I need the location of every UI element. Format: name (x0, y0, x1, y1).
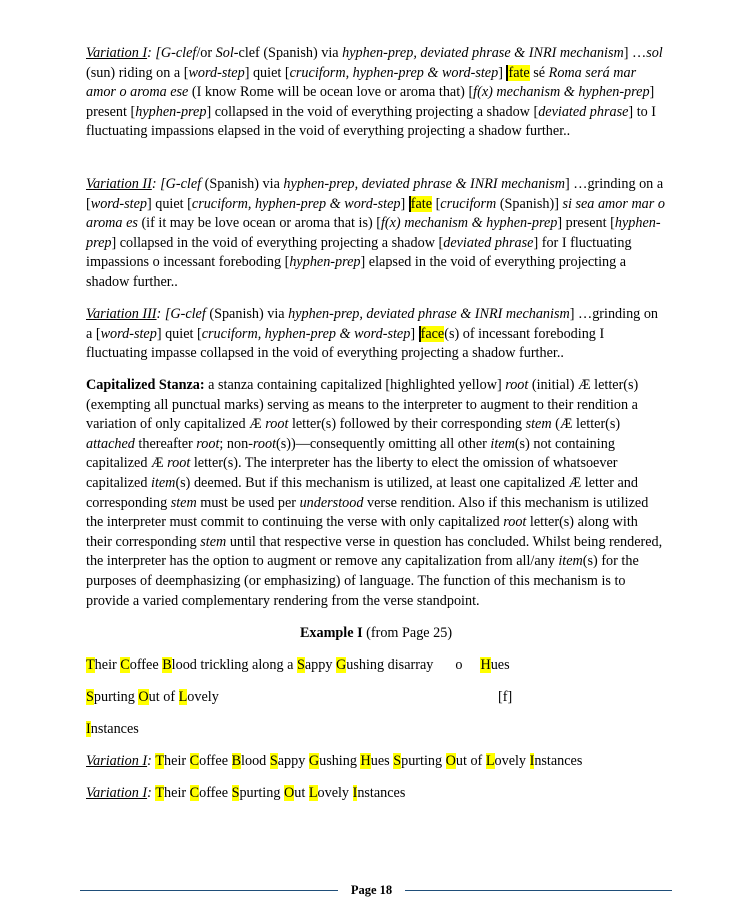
text-fragment: hyphen-prep, deviated phrase & INRI mechanism (288, 306, 570, 322)
text-fragment: hyphen-prep (135, 103, 207, 120)
highlighted-capital: I (352, 785, 358, 801)
text-fragment: lood trickling along a (171, 657, 297, 673)
text-fragment: root (503, 514, 527, 531)
text-fragment: ut of (455, 753, 486, 769)
example-line-3 (86, 720, 139, 740)
text-fragment: letter(s). The interpreter has the liberty to elect the omission of whatsoever capitalized (86, 455, 618, 491)
text-fragment: ] …grinding on a [ (86, 306, 659, 342)
highlighted-capital: C (120, 657, 130, 673)
text-fragment: letter(s) followed by their corresponding (288, 416, 526, 433)
text-fragment: (s) of incessant foreboding I fluctuating impasse collapsed in the void of everything projecting a shadow further.. (86, 325, 605, 362)
text-fragment: root (265, 416, 289, 433)
example-title-rest: (from Page 25) (362, 625, 453, 641)
text-fragment: purting (239, 785, 284, 801)
text-fragment: nstances (90, 721, 139, 737)
text-fragment: stem (525, 416, 552, 433)
text-fragment: understood (299, 494, 364, 511)
text-fragment: word-step (90, 195, 147, 212)
highlighted-capital: H (360, 753, 371, 769)
text-fragment: G-clef (165, 176, 202, 192)
text-fragment: /or (196, 45, 216, 61)
text-fragment: -clef (Spanish) via (233, 45, 343, 61)
text-fragment: ] for I fluctuating impassions o incessant foreboding [ (86, 234, 632, 271)
text-fragment: : [ (151, 176, 166, 192)
text-fragment: (Spanish)] (496, 195, 563, 212)
text-fragment: (Spanish) via (205, 306, 289, 322)
text-fragment: : (147, 785, 156, 801)
text-fragment: (s) not containing capitalized Æ (86, 435, 615, 472)
text-fragment: deviated phrase (443, 234, 534, 251)
highlighted-capital: S (269, 753, 278, 769)
highlighted-word: face (420, 325, 445, 342)
text-fragment: G-clef (170, 306, 206, 322)
highlighted-capital: C (189, 753, 200, 769)
text-fragment: lood (241, 753, 270, 769)
text-fragment: ] to I fluctuating impassions elapsed in the void of everything projecting a shadow further.. (86, 103, 657, 140)
text-fragment: cruciform (440, 195, 497, 212)
text-fragment: attached (86, 435, 135, 452)
text-fragment: item (490, 435, 515, 452)
footer-rule-left (80, 890, 338, 891)
text-fragment: item (151, 474, 176, 491)
text-fragment: ] … (623, 45, 647, 61)
text-fragment: root (252, 435, 277, 452)
text-fragment: (Spanish) via (201, 176, 284, 192)
text-fragment: root (196, 435, 220, 452)
text-fragment: a stanza containing capitalized [highlighted yellow] (204, 377, 506, 393)
text-fragment: item (558, 553, 583, 570)
highlighted-capital: O (138, 689, 149, 705)
highlighted-capital: O (445, 753, 456, 769)
text-fragment: ] (498, 64, 507, 81)
text-fragment: stem (200, 533, 227, 550)
text-fragment: : [ (156, 306, 171, 322)
highlighted-word: fate (508, 64, 530, 81)
text-fragment: ; non- (219, 435, 253, 452)
text-fragment: nstances (534, 753, 583, 769)
text-fragment: hyphen-prep (86, 215, 661, 251)
footer-rule-right (405, 890, 672, 891)
highlighted-capital: S (231, 785, 240, 801)
text-fragment: ues (490, 657, 510, 673)
text-fragment: (if it may be love ocean or aroma that is) [ (137, 215, 381, 232)
variation-label: Variation III (86, 306, 157, 322)
text-fragment: hyphen-prep (289, 254, 361, 271)
text-fragment: ] present [ (557, 215, 615, 232)
text-fragment: ] present [ (86, 84, 655, 120)
highlighted-capital: I (86, 721, 91, 737)
highlighted-capital: S (393, 753, 402, 769)
page-number: Page 18 (350, 883, 393, 897)
stanza-heading: Capitalized Stanza: (86, 377, 205, 393)
text-fragment: Sol (215, 45, 234, 61)
text-fragment: nstances (357, 785, 406, 801)
text-fragment: cruciform, hyphen-prep & word-step (201, 325, 411, 342)
highlighted-capital: S (296, 657, 305, 673)
text-fragment: offee (199, 753, 232, 769)
text-fragment: ] quiet [ (146, 195, 192, 212)
example-title (86, 624, 666, 644)
text-fragment: must be used per (196, 494, 300, 511)
text-fragment: until that respective verse in question has concluded. Whilst being rendered, the interpreter has the option to augment or remove any capitalization from all/any (86, 533, 663, 570)
highlighted-capital: G (336, 657, 347, 673)
text-fragment: ] collapsed in the void of everything projecting a shadow [ (111, 234, 444, 251)
text-fragment: Roma será mar amor o aroma ese (86, 64, 637, 101)
text-fragment: (sun) riding on a [ (86, 64, 189, 81)
highlighted-capital: T (86, 657, 95, 673)
text-fragment: letter(s) along with their corresponding (86, 514, 638, 550)
text-fragment: heir (94, 657, 121, 673)
text-fragment: ] collapsed in the void of everything projecting a shadow [ (206, 103, 539, 120)
text-fragment: root (167, 455, 191, 472)
text-fragment: ] (400, 195, 409, 212)
highlighted-capital: O (283, 785, 295, 801)
text-fragment: offee (129, 657, 163, 673)
text-fragment: word-step (100, 325, 157, 342)
text-fragment: G-clef (160, 45, 197, 61)
text-fragment: ut (294, 785, 309, 801)
page-footer (80, 881, 672, 899)
highlighted-capital: L (308, 785, 318, 801)
text-fragment: ] …grinding on a [ (86, 176, 664, 212)
variation-2-paragraph (86, 175, 666, 293)
text-fragment: heir (164, 785, 190, 801)
variation-label: Variation II (86, 176, 152, 192)
text-fragment: ] (410, 325, 419, 342)
highlighted-capital: L (178, 689, 188, 705)
text-fragment: (initial) Æ letter(s) (exempting all punctual marks) serving as means to the interpreter to augment to their rendition a variation of only capitalized Æ (86, 377, 639, 433)
text-fragment: (s) for the purposes of deemphasizing (or emphasizing) of language. The function of this mechanism is to provide a varied complementary rendering from the verse standpoint. (86, 553, 639, 609)
text-fragment: (I know Rome will be ocean love or aroma that) [ (188, 84, 474, 101)
highlighted-word: fate (410, 195, 433, 212)
text-fragment: thereafter (134, 435, 197, 452)
text-fragment: sé (529, 64, 549, 81)
text-fragment: purting (401, 753, 446, 769)
text-fragment: word-step (188, 64, 245, 81)
text-fragment: heir (164, 753, 190, 769)
text-fragment: ] quiet [ (244, 64, 290, 81)
variation-label: Variation I (86, 45, 148, 61)
text-fragment: (Æ letter(s) (551, 416, 621, 433)
text-fragment: ovely (187, 689, 219, 705)
example-line-2 (86, 688, 219, 708)
text-fragment: ] elapsed in the void of everything projecting a shadow further.. (86, 254, 627, 290)
text-fragment: verse rendition. Also if this mechanism is utilized the interpreter must commit to continuing the verse with only capitalized (86, 494, 649, 531)
text-fragment: cruciform, hyphen-prep & word-step (289, 64, 499, 81)
highlighted-capital: I (529, 753, 535, 769)
capitalized-stanza-paragraph (86, 376, 666, 611)
example-title-bold: Example I (299, 625, 363, 641)
example-line-1 (86, 656, 510, 676)
text-fragment: purting (93, 689, 139, 705)
text-fragment: deviated phrase (538, 103, 629, 120)
example-variation-line-1 (86, 752, 582, 772)
text-fragment: (s) deemed. But if this mechanism is utilized, at least one capitalized Æ letter and corresponding (86, 474, 638, 511)
text-fragment: f(x) mechanism & hyphen-prep (380, 215, 558, 232)
text-fragment: [ (432, 195, 441, 212)
text-fragment: ut of (148, 689, 179, 705)
highlighted-capital: H (480, 657, 491, 673)
text-fragment: appy (304, 657, 336, 673)
text-fragment: ovely (317, 785, 353, 801)
highlighted-capital: L (485, 753, 495, 769)
text-fragment: (s))—consequently omitting all other (276, 435, 491, 452)
text-fragment: stem (170, 494, 197, 511)
text-fragment: ushing disarray (346, 657, 434, 673)
text-fragment: ues (370, 753, 394, 769)
verse-tag: [f] (498, 689, 513, 705)
text-fragment: : [ (147, 45, 161, 61)
highlighted-capital: C (189, 785, 200, 801)
highlighted-capital: B (231, 753, 242, 769)
highlighted-capital: T (155, 753, 165, 769)
example-variation-line-2 (86, 784, 405, 804)
highlighted-capital: S (86, 689, 94, 705)
text-fragment: ] quiet [ (156, 325, 202, 342)
variation-1-paragraph (86, 44, 666, 142)
variation-label: Variation I (86, 753, 148, 769)
text-fragment: hyphen-prep, deviated phrase & INRI mechanism (283, 176, 565, 192)
text-fragment: hyphen-prep, deviated phrase & INRI mechanism (342, 45, 624, 61)
highlighted-capital: T (155, 785, 165, 801)
text-fragment: ushing (319, 753, 361, 769)
text-fragment: sol (646, 45, 663, 61)
text-fragment: offee (199, 785, 232, 801)
highlighted-capital: B (162, 657, 172, 673)
text-fragment: cruciform, hyphen-prep & word-step (191, 195, 401, 212)
text-fragment: ovely (494, 753, 530, 769)
highlighted-capital: G (308, 753, 320, 769)
text-fragment: appy (277, 753, 309, 769)
text-fragment: root (505, 377, 529, 393)
connector-o: o (455, 657, 463, 673)
text-fragment: f(x) mechanism & hyphen-prep (473, 84, 650, 101)
variation-3-paragraph (86, 305, 666, 364)
text-fragment: : (147, 753, 156, 769)
variation-label: Variation I (86, 785, 148, 801)
text-fragment: si sea amor mar o aroma es (86, 195, 665, 232)
